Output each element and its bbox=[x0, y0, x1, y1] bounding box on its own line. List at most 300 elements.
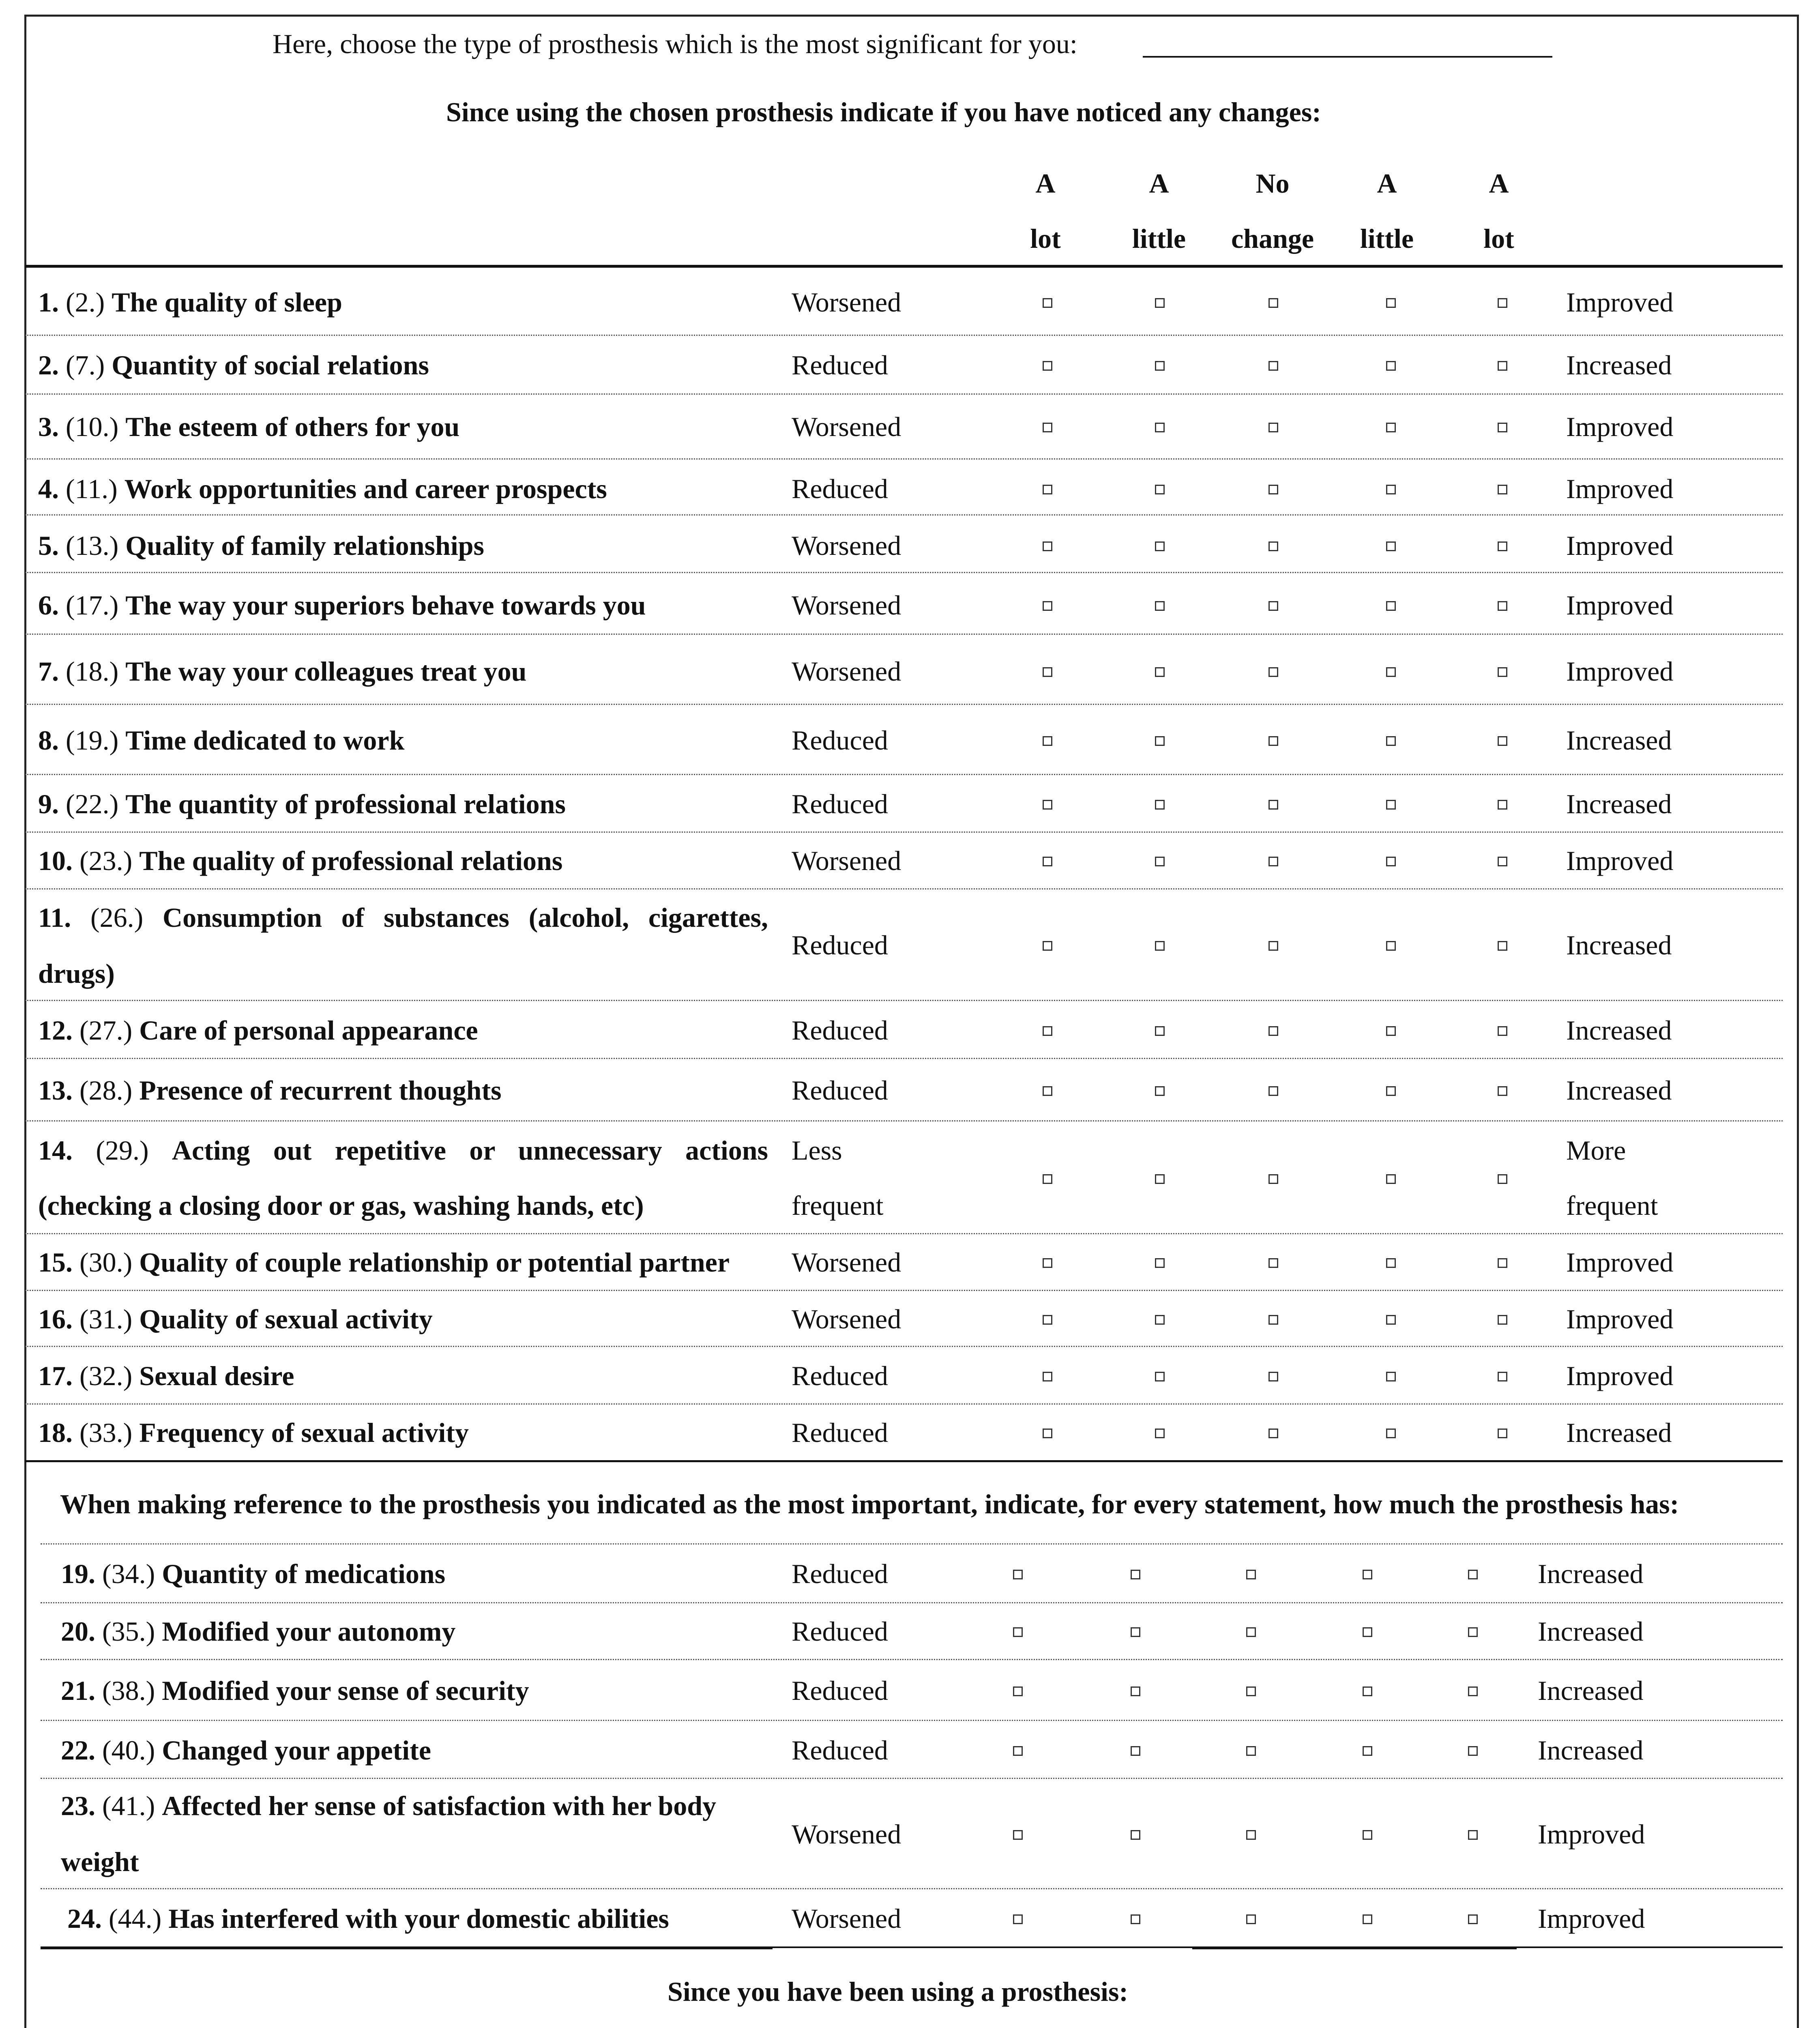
rating-checkbox[interactable] bbox=[1468, 1746, 1478, 1756]
rating-checkbox[interactable] bbox=[1013, 1830, 1023, 1840]
row-divider bbox=[25, 1000, 1783, 1001]
scale-header-top: A bbox=[1149, 168, 1169, 199]
rating-checkbox[interactable] bbox=[1386, 541, 1396, 551]
right-anchor: Increased bbox=[1566, 788, 1672, 819]
rating-checkbox[interactable] bbox=[1043, 361, 1052, 371]
rating-checkbox[interactable] bbox=[1155, 298, 1165, 308]
item-label bbox=[38, 655, 526, 687]
rating-checkbox[interactable] bbox=[1498, 361, 1507, 371]
item-number: 10. bbox=[38, 845, 79, 876]
row-divider bbox=[25, 1346, 1783, 1347]
item-ref: (35.) bbox=[102, 1616, 162, 1647]
item-ref: (11.) bbox=[66, 473, 124, 504]
item-ref: (27.) bbox=[79, 1015, 140, 1046]
section2-end-rule-a bbox=[41, 1946, 773, 1949]
item-number: 17. bbox=[38, 1360, 79, 1391]
rating-checkbox[interactable] bbox=[1268, 423, 1278, 432]
rating-checkbox[interactable] bbox=[1386, 941, 1396, 951]
left-anchor: Worsened bbox=[792, 411, 901, 442]
rating-checkbox[interactable] bbox=[1246, 1627, 1256, 1637]
item-text: Affected her sense of satisfaction with her body bbox=[162, 1790, 717, 1821]
left-anchor: Reduced bbox=[792, 1015, 888, 1046]
scale-header-top: No bbox=[1256, 168, 1290, 199]
rating-checkbox[interactable] bbox=[1386, 1315, 1396, 1325]
rating-checkbox[interactable] bbox=[1268, 541, 1278, 551]
rating-checkbox[interactable] bbox=[1043, 1086, 1052, 1096]
item-number: 13. bbox=[38, 1075, 79, 1106]
item-label bbox=[61, 1615, 455, 1648]
rating-checkbox[interactable] bbox=[1386, 800, 1396, 810]
item-number: 9. bbox=[38, 788, 66, 819]
right-anchor: Improved bbox=[1538, 1903, 1645, 1934]
right-anchor: Increased bbox=[1566, 1015, 1672, 1046]
rating-checkbox[interactable] bbox=[1155, 361, 1165, 371]
rating-checkbox[interactable] bbox=[1043, 857, 1052, 866]
item-number: 20. bbox=[61, 1616, 102, 1647]
item-text: Has interfered with your domestic abilities bbox=[168, 1903, 669, 1934]
rating-checkbox[interactable] bbox=[1043, 1372, 1052, 1381]
left-anchor: Worsened bbox=[792, 287, 901, 318]
row-divider bbox=[25, 634, 1783, 635]
rating-checkbox[interactable] bbox=[1386, 1026, 1396, 1036]
item-text: The way your colleagues treat you bbox=[125, 656, 527, 687]
row-divider bbox=[25, 1233, 1783, 1234]
scale-header-top: A bbox=[1035, 168, 1056, 199]
item-ref: (26.) bbox=[90, 902, 163, 933]
left-anchor: Reduced bbox=[792, 725, 888, 756]
item-text: Quantity of social relations bbox=[112, 350, 429, 380]
right-anchor: Increased bbox=[1538, 1616, 1644, 1647]
rating-checkbox[interactable] bbox=[1268, 1372, 1278, 1381]
rating-checkbox[interactable] bbox=[1268, 1258, 1278, 1268]
left-anchor: Reduced bbox=[792, 1616, 888, 1647]
row-divider bbox=[25, 1058, 1783, 1059]
rating-checkbox[interactable] bbox=[1386, 1372, 1396, 1381]
right-anchor: Improved bbox=[1566, 1247, 1674, 1278]
item-text: Time dedicated to work bbox=[125, 725, 405, 756]
item-label bbox=[38, 1134, 768, 1167]
rating-checkbox[interactable] bbox=[1386, 601, 1396, 611]
right-anchor: Improved bbox=[1566, 1360, 1674, 1391]
scale-header-bottom: lot bbox=[1030, 223, 1061, 254]
rating-checkbox[interactable] bbox=[1268, 736, 1278, 746]
item-ref: (41.) bbox=[102, 1790, 162, 1821]
rating-checkbox[interactable] bbox=[1386, 736, 1396, 746]
rating-checkbox[interactable] bbox=[1386, 1258, 1396, 1268]
item-ref: (40.) bbox=[102, 1735, 162, 1766]
rating-checkbox[interactable] bbox=[1498, 800, 1507, 810]
rating-checkbox[interactable] bbox=[1268, 298, 1278, 308]
rating-checkbox[interactable] bbox=[1268, 941, 1278, 951]
section3-heading: Since you have been using a prosthesis: bbox=[667, 1976, 1129, 2007]
rating-checkbox[interactable] bbox=[1043, 1429, 1052, 1438]
item-number: 16. bbox=[38, 1304, 79, 1334]
item-number: 4. bbox=[38, 473, 66, 504]
right-anchor: Improved bbox=[1538, 1819, 1645, 1850]
item-ref: (38.) bbox=[102, 1675, 162, 1706]
rating-checkbox[interactable] bbox=[1246, 1914, 1256, 1924]
rating-checkbox[interactable] bbox=[1155, 1315, 1165, 1325]
row-divider bbox=[41, 1720, 1783, 1721]
rating-checkbox[interactable] bbox=[1363, 1570, 1372, 1579]
rating-checkbox[interactable] bbox=[1131, 1686, 1140, 1696]
rating-checkbox[interactable] bbox=[1246, 1746, 1256, 1756]
left-anchor: Worsened bbox=[792, 1304, 901, 1334]
item-number: 23. bbox=[61, 1790, 102, 1821]
right-anchor: Increased bbox=[1538, 1735, 1644, 1766]
item-label bbox=[38, 788, 566, 820]
item-ref: (19.) bbox=[66, 725, 126, 756]
rating-checkbox[interactable] bbox=[1498, 1429, 1507, 1438]
item-text: Consumption of substances (alcohol, cigarettes, bbox=[163, 902, 768, 933]
section1-end-rule bbox=[25, 1460, 1783, 1462]
item-number: 12. bbox=[38, 1015, 79, 1046]
right-anchor: Increased bbox=[1566, 725, 1672, 756]
item-number: 15. bbox=[38, 1247, 79, 1278]
rating-checkbox[interactable] bbox=[1131, 1746, 1140, 1756]
rating-checkbox[interactable] bbox=[1155, 667, 1165, 677]
rating-checkbox[interactable] bbox=[1268, 800, 1278, 810]
rating-checkbox[interactable] bbox=[1246, 1830, 1256, 1840]
rating-checkbox[interactable] bbox=[1043, 941, 1052, 951]
rating-checkbox[interactable] bbox=[1155, 941, 1165, 951]
prosthesis-answer-line[interactable] bbox=[1143, 56, 1552, 58]
item-ref: (18.) bbox=[66, 656, 126, 687]
left-anchor: Worsened bbox=[792, 590, 901, 621]
rating-checkbox[interactable] bbox=[1268, 601, 1278, 611]
rating-checkbox[interactable] bbox=[1468, 1914, 1478, 1924]
item-ref: (29.) bbox=[96, 1135, 172, 1166]
item-text: Work opportunities and career prospects bbox=[124, 473, 607, 504]
rating-checkbox[interactable] bbox=[1043, 667, 1052, 677]
item-number: 14. bbox=[38, 1135, 96, 1166]
rating-checkbox[interactable] bbox=[1268, 485, 1278, 494]
row-divider bbox=[25, 1290, 1783, 1291]
left-anchor-line2: frequent bbox=[792, 1190, 884, 1221]
rating-checkbox[interactable] bbox=[1131, 1570, 1140, 1579]
item-label bbox=[38, 1303, 433, 1335]
rating-checkbox[interactable] bbox=[1498, 601, 1507, 611]
rating-checkbox[interactable] bbox=[1155, 800, 1165, 810]
rating-checkbox[interactable] bbox=[1155, 1026, 1165, 1036]
rating-checkbox[interactable] bbox=[1155, 485, 1165, 494]
right-anchor: More bbox=[1566, 1135, 1626, 1166]
rating-checkbox[interactable] bbox=[1498, 857, 1507, 866]
rating-checkbox[interactable] bbox=[1155, 1258, 1165, 1268]
item-ref: (13.) bbox=[66, 530, 126, 561]
left-anchor: Reduced bbox=[792, 788, 888, 819]
rating-checkbox[interactable] bbox=[1155, 541, 1165, 551]
item-ref: (34.) bbox=[102, 1558, 162, 1589]
left-anchor: Worsened bbox=[792, 1819, 901, 1850]
item-number: 8. bbox=[38, 725, 66, 756]
left-anchor: Reduced bbox=[792, 350, 888, 380]
item-text: Changed your appetite bbox=[162, 1735, 431, 1766]
rating-checkbox[interactable] bbox=[1043, 485, 1052, 494]
item-label bbox=[61, 1790, 716, 1822]
item-label bbox=[38, 286, 342, 318]
item-label bbox=[38, 529, 484, 562]
item-label bbox=[61, 1674, 529, 1707]
rating-checkbox[interactable] bbox=[1386, 1429, 1396, 1438]
row-divider bbox=[41, 1543, 1783, 1545]
rating-checkbox[interactable] bbox=[1498, 1372, 1507, 1381]
rating-checkbox[interactable] bbox=[1131, 1627, 1140, 1637]
right-anchor: Improved bbox=[1566, 287, 1674, 318]
rating-checkbox[interactable] bbox=[1155, 601, 1165, 611]
item-number: 22. bbox=[61, 1735, 102, 1766]
item-ref: (22.) bbox=[66, 788, 126, 819]
row-divider bbox=[41, 1659, 1783, 1660]
left-anchor: Worsened bbox=[792, 530, 901, 561]
rating-checkbox[interactable] bbox=[1363, 1686, 1372, 1696]
item-text: Care of personal appearance bbox=[139, 1015, 478, 1046]
section2-end-rule-mid bbox=[773, 1946, 1192, 1948]
left-anchor: Worsened bbox=[792, 845, 901, 876]
right-anchor: Improved bbox=[1566, 1304, 1674, 1334]
row-divider bbox=[25, 774, 1783, 775]
item-ref: (7.) bbox=[66, 350, 112, 380]
item-text: Sexual desire bbox=[139, 1360, 294, 1391]
item-number: 1. bbox=[38, 287, 66, 318]
rating-checkbox[interactable] bbox=[1013, 1627, 1023, 1637]
row-divider bbox=[41, 1778, 1783, 1779]
rating-checkbox[interactable] bbox=[1155, 1372, 1165, 1381]
item-ref: (30.) bbox=[79, 1247, 140, 1278]
item-number: 19. bbox=[61, 1558, 102, 1589]
rating-checkbox[interactable] bbox=[1246, 1686, 1256, 1696]
rating-checkbox[interactable] bbox=[1498, 941, 1507, 951]
item-text: The quality of professional relations bbox=[139, 845, 563, 876]
left-anchor: Worsened bbox=[792, 1903, 901, 1934]
item-label bbox=[61, 1558, 445, 1590]
item-ref: (2.) bbox=[66, 287, 112, 318]
rating-checkbox[interactable] bbox=[1131, 1914, 1140, 1924]
item-label bbox=[38, 589, 646, 621]
item-text: Modified your sense of security bbox=[162, 1675, 529, 1706]
rating-checkbox[interactable] bbox=[1155, 857, 1165, 866]
item-number: 7. bbox=[38, 656, 66, 687]
rating-checkbox[interactable] bbox=[1246, 1570, 1256, 1579]
rating-checkbox[interactable] bbox=[1043, 298, 1052, 308]
scale-header-bottom: little bbox=[1132, 223, 1186, 254]
item-ref: (28.) bbox=[79, 1075, 140, 1106]
scale-header-bottom: change bbox=[1231, 223, 1314, 254]
rating-checkbox[interactable] bbox=[1268, 1026, 1278, 1036]
right-anchor: Improved bbox=[1566, 473, 1674, 504]
item-number: 6. bbox=[38, 590, 66, 621]
item-text: The esteem of others for you bbox=[125, 411, 460, 442]
rating-checkbox[interactable] bbox=[1498, 1086, 1507, 1096]
rating-checkbox[interactable] bbox=[1268, 1086, 1278, 1096]
rating-checkbox[interactable] bbox=[1498, 1026, 1507, 1036]
item-text: Quality of family relationships bbox=[125, 530, 484, 561]
rating-checkbox[interactable] bbox=[1043, 800, 1052, 810]
rating-checkbox[interactable] bbox=[1268, 857, 1278, 866]
row-divider bbox=[25, 335, 1783, 336]
item-ref: (44.) bbox=[109, 1903, 169, 1934]
item-label bbox=[38, 1246, 730, 1278]
rating-checkbox[interactable] bbox=[1468, 1830, 1478, 1840]
item-text-line2: weight bbox=[61, 1846, 139, 1877]
item-label bbox=[38, 410, 459, 443]
rating-checkbox[interactable] bbox=[1386, 423, 1396, 432]
item-number: 3. bbox=[38, 411, 66, 442]
item-label bbox=[38, 1014, 478, 1046]
rating-checkbox[interactable] bbox=[1013, 1570, 1023, 1579]
item-number: 24. bbox=[67, 1903, 109, 1934]
rating-checkbox[interactable] bbox=[1386, 1174, 1396, 1184]
rating-checkbox[interactable] bbox=[1268, 1429, 1278, 1438]
rating-checkbox[interactable] bbox=[1043, 1315, 1052, 1325]
item-ref: (31.) bbox=[79, 1304, 140, 1334]
rating-checkbox[interactable] bbox=[1468, 1627, 1478, 1637]
row-divider bbox=[41, 1602, 1783, 1603]
item-ref: (23.) bbox=[79, 845, 140, 876]
row-divider bbox=[25, 831, 1783, 833]
row-divider bbox=[25, 393, 1783, 395]
scale-header-bottom: little bbox=[1360, 223, 1414, 254]
rating-checkbox[interactable] bbox=[1468, 1686, 1478, 1696]
rating-checkbox[interactable] bbox=[1386, 361, 1396, 371]
rating-checkbox[interactable] bbox=[1363, 1746, 1372, 1756]
rating-checkbox[interactable] bbox=[1498, 1174, 1507, 1184]
item-text: The way your superiors behave towards you bbox=[125, 590, 646, 621]
rating-checkbox[interactable] bbox=[1013, 1686, 1023, 1696]
rating-checkbox[interactable] bbox=[1268, 361, 1278, 371]
item-text: Frequency of sexual activity bbox=[139, 1417, 469, 1448]
item-ref: (33.) bbox=[79, 1417, 140, 1448]
rating-checkbox[interactable] bbox=[1468, 1570, 1478, 1579]
item-number: 5. bbox=[38, 530, 66, 561]
rating-checkbox[interactable] bbox=[1155, 1429, 1165, 1438]
rating-checkbox[interactable] bbox=[1043, 601, 1052, 611]
row-divider bbox=[25, 458, 1783, 460]
left-anchor: Reduced bbox=[792, 1735, 888, 1766]
row-divider bbox=[25, 1120, 1783, 1121]
item-text: The quantity of professional relations bbox=[125, 788, 566, 819]
left-anchor: Worsened bbox=[792, 656, 901, 687]
rating-checkbox[interactable] bbox=[1155, 1174, 1165, 1184]
left-anchor: Reduced bbox=[792, 1558, 888, 1589]
item-label bbox=[38, 901, 768, 934]
right-anchor: Improved bbox=[1566, 530, 1674, 561]
rating-checkbox[interactable] bbox=[1363, 1627, 1372, 1637]
since-heading: Since using the chosen prosthesis indicate if you have noticed any changes: bbox=[446, 97, 1321, 127]
item-label bbox=[38, 1074, 502, 1106]
rating-checkbox[interactable] bbox=[1131, 1830, 1140, 1840]
rating-checkbox[interactable] bbox=[1043, 1174, 1052, 1184]
rating-checkbox[interactable] bbox=[1363, 1830, 1372, 1840]
rating-checkbox[interactable] bbox=[1386, 667, 1396, 677]
left-anchor: Reduced bbox=[792, 1417, 888, 1448]
rating-checkbox[interactable] bbox=[1268, 1174, 1278, 1184]
rating-checkbox[interactable] bbox=[1013, 1746, 1023, 1756]
item-ref: (32.) bbox=[79, 1360, 140, 1391]
right-anchor: Improved bbox=[1566, 411, 1674, 442]
item-ref: (10.) bbox=[66, 411, 126, 442]
rating-checkbox[interactable] bbox=[1498, 667, 1507, 677]
item-number: 11. bbox=[38, 902, 90, 933]
right-anchor: Improved bbox=[1566, 656, 1674, 687]
row-divider bbox=[25, 704, 1783, 705]
right-anchor: Increased bbox=[1538, 1558, 1644, 1589]
row-divider bbox=[25, 572, 1783, 573]
left-anchor: Reduced bbox=[792, 1075, 888, 1106]
rating-checkbox[interactable] bbox=[1386, 1086, 1396, 1096]
rating-checkbox[interactable] bbox=[1013, 1914, 1023, 1924]
right-anchor: Increased bbox=[1566, 350, 1672, 380]
item-number: 2. bbox=[38, 350, 66, 380]
section2-end-rule-b bbox=[1192, 1946, 1517, 1949]
left-anchor: Reduced bbox=[792, 1675, 888, 1706]
left-anchor: Reduced bbox=[792, 473, 888, 504]
item-text: Modified your autonomy bbox=[162, 1616, 456, 1647]
scale-header-top: A bbox=[1377, 168, 1397, 199]
rating-checkbox[interactable] bbox=[1498, 1258, 1507, 1268]
right-anchor: Increased bbox=[1566, 1075, 1672, 1106]
rating-checkbox[interactable] bbox=[1043, 1026, 1052, 1036]
row-divider bbox=[25, 1403, 1783, 1405]
rating-checkbox[interactable] bbox=[1043, 541, 1052, 551]
rating-checkbox[interactable] bbox=[1155, 1086, 1165, 1096]
item-text-line2: (checking a closing door or gas, washing hands, etc) bbox=[38, 1190, 644, 1221]
left-anchor: Less bbox=[792, 1135, 842, 1166]
rating-checkbox[interactable] bbox=[1155, 423, 1165, 432]
rating-checkbox[interactable] bbox=[1386, 485, 1396, 494]
item-text: The quality of sleep bbox=[112, 287, 342, 318]
item-text: Presence of recurrent thoughts bbox=[139, 1075, 502, 1106]
item-text: Quantity of medications bbox=[162, 1558, 446, 1589]
rating-checkbox[interactable] bbox=[1498, 541, 1507, 551]
item-text: Acting out repetitive or unnecessary actions bbox=[172, 1135, 768, 1166]
item-label bbox=[38, 349, 429, 381]
item-text: Quality of couple relationship or potential partner bbox=[139, 1247, 730, 1278]
item-ref: (17.) bbox=[66, 590, 126, 621]
item-label bbox=[38, 473, 607, 505]
rating-checkbox[interactable] bbox=[1498, 736, 1507, 746]
rating-checkbox[interactable] bbox=[1043, 423, 1052, 432]
row-divider bbox=[25, 888, 1783, 889]
right-anchor-line2: frequent bbox=[1566, 1190, 1658, 1221]
left-anchor: Reduced bbox=[792, 1360, 888, 1391]
item-number: 21. bbox=[61, 1675, 102, 1706]
right-anchor: Increased bbox=[1566, 1417, 1672, 1448]
rating-checkbox[interactable] bbox=[1043, 736, 1052, 746]
header-rule bbox=[25, 265, 1783, 268]
rating-checkbox[interactable] bbox=[1386, 298, 1396, 308]
rating-checkbox[interactable] bbox=[1268, 1315, 1278, 1325]
rating-checkbox[interactable] bbox=[1498, 1315, 1507, 1325]
rating-checkbox[interactable] bbox=[1155, 736, 1165, 746]
row-divider bbox=[41, 1888, 1783, 1889]
choose-prompt: Here, choose the type of prosthesis which is the most significant for you: bbox=[273, 28, 1077, 59]
rating-checkbox[interactable] bbox=[1268, 667, 1278, 677]
scale-header-bottom: lot bbox=[1483, 223, 1514, 254]
rating-checkbox[interactable] bbox=[1043, 1258, 1052, 1268]
rating-checkbox[interactable] bbox=[1498, 485, 1507, 494]
rating-checkbox[interactable] bbox=[1386, 857, 1396, 866]
left-anchor: Worsened bbox=[792, 1247, 901, 1278]
item-label bbox=[38, 1360, 294, 1392]
rating-checkbox[interactable] bbox=[1363, 1914, 1372, 1924]
item-label bbox=[38, 844, 562, 877]
left-anchor: Reduced bbox=[792, 930, 888, 960]
item-label bbox=[38, 724, 404, 756]
rating-checkbox[interactable] bbox=[1498, 298, 1507, 308]
item-text: Quality of sexual activity bbox=[139, 1304, 433, 1334]
rating-checkbox[interactable] bbox=[1498, 423, 1507, 432]
